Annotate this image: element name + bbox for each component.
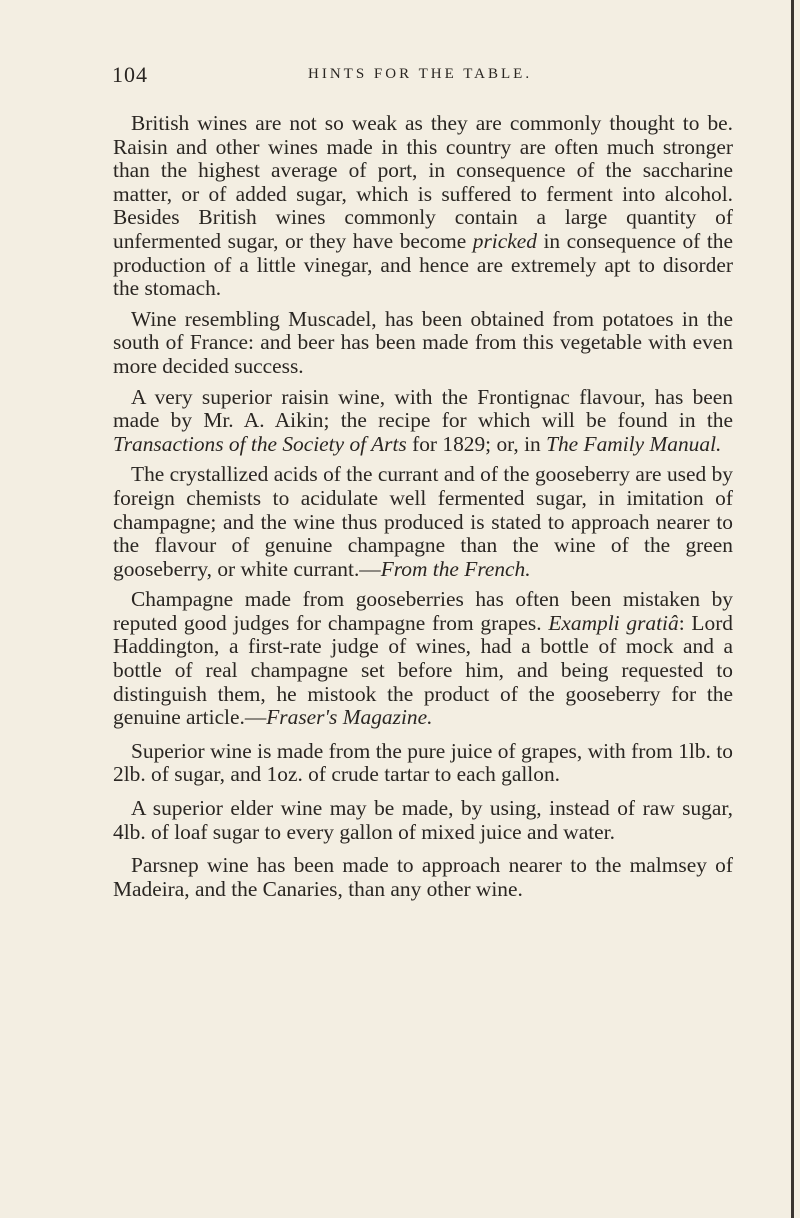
body-text	[113, 112, 733, 901]
emphasis: Exampli gratiâ	[548, 610, 679, 635]
paragraph-british-wines: British wines are not so weak as they are commonly thought to be. Raisin and other wines made in this country are often much stronger than the highest average of port, in consequence of the saccharine matter, or of added sugar, which is suffered to ferment into alcohol. Besides British wines commonly contain a large quantity of unfermented sugar, or they have become pricked in consequence of the production of a little vinegar, and hence are extremely apt to disorder the stomach.	[113, 111, 733, 301]
page-number: 104	[112, 62, 148, 87]
paragraph-gooseberry-champagne: Champagne made from gooseberries has often been mistaken by reputed good judges for champagne from grapes. Exampli gratiâ: Lord Haddington, a first-rate judge of wines, had a bottle of mock and a bottle of real champagne set before him, and being requested to distinguish them, he mistook the product of the gooseberry for the genuine article.—Fraser's Magazine.	[113, 587, 734, 730]
running-head	[112, 62, 732, 96]
emphasis: pricked	[472, 228, 537, 253]
running-title: HINTS FOR THE TABLE.	[308, 66, 533, 82]
emphasis: The Family Manual.	[546, 431, 722, 456]
emphasis: Fraser's Magazine.	[266, 705, 433, 730]
paragraph-crystallized-acids: The crystallized acids of the currant and of the gooseberry are used by foreign chemists to acidulate well fermented sugar, in imitation of champagne; and the wine thus produced is stated to approach nearer to the flavour of genuine champagne than the wine of the green gooseberry, or white currant.—From the French.	[113, 462, 733, 581]
paragraph-muscadel: Wine resembling Muscadel, has been obtained from potatoes in the south of France: and beer has been made from this vegetable with even more decided success.	[113, 306, 733, 378]
page-edge	[791, 0, 794, 1218]
emphasis: Transactions of the Society of Arts	[113, 431, 407, 456]
emphasis: From the French.	[380, 556, 531, 581]
paragraph-superior-wine: Superior wine is made from the pure juice of grapes, with from 1lb. to 2lb. of sugar, and 1oz. of crude tartar to each gallon.	[113, 738, 733, 787]
paragraph-raisin-wine: A very superior raisin wine, with the Frontignac flavour, has been made by Mr. A. Aikin; the recipe for which will be found in the Transactions of the Society of Arts for 1829; or, in The Family Manual.	[113, 384, 733, 456]
paragraph-parsnep-wine: Parsnep wine has been made to approach nearer to the malmsey of Madeira, and the Canaries, than any other wine.	[113, 853, 733, 901]
paragraph-elder-wine: A superior elder wine may be made, by using, instead of raw sugar, 4lb. of loaf sugar to every gallon of mixed juice and water.	[113, 796, 733, 844]
